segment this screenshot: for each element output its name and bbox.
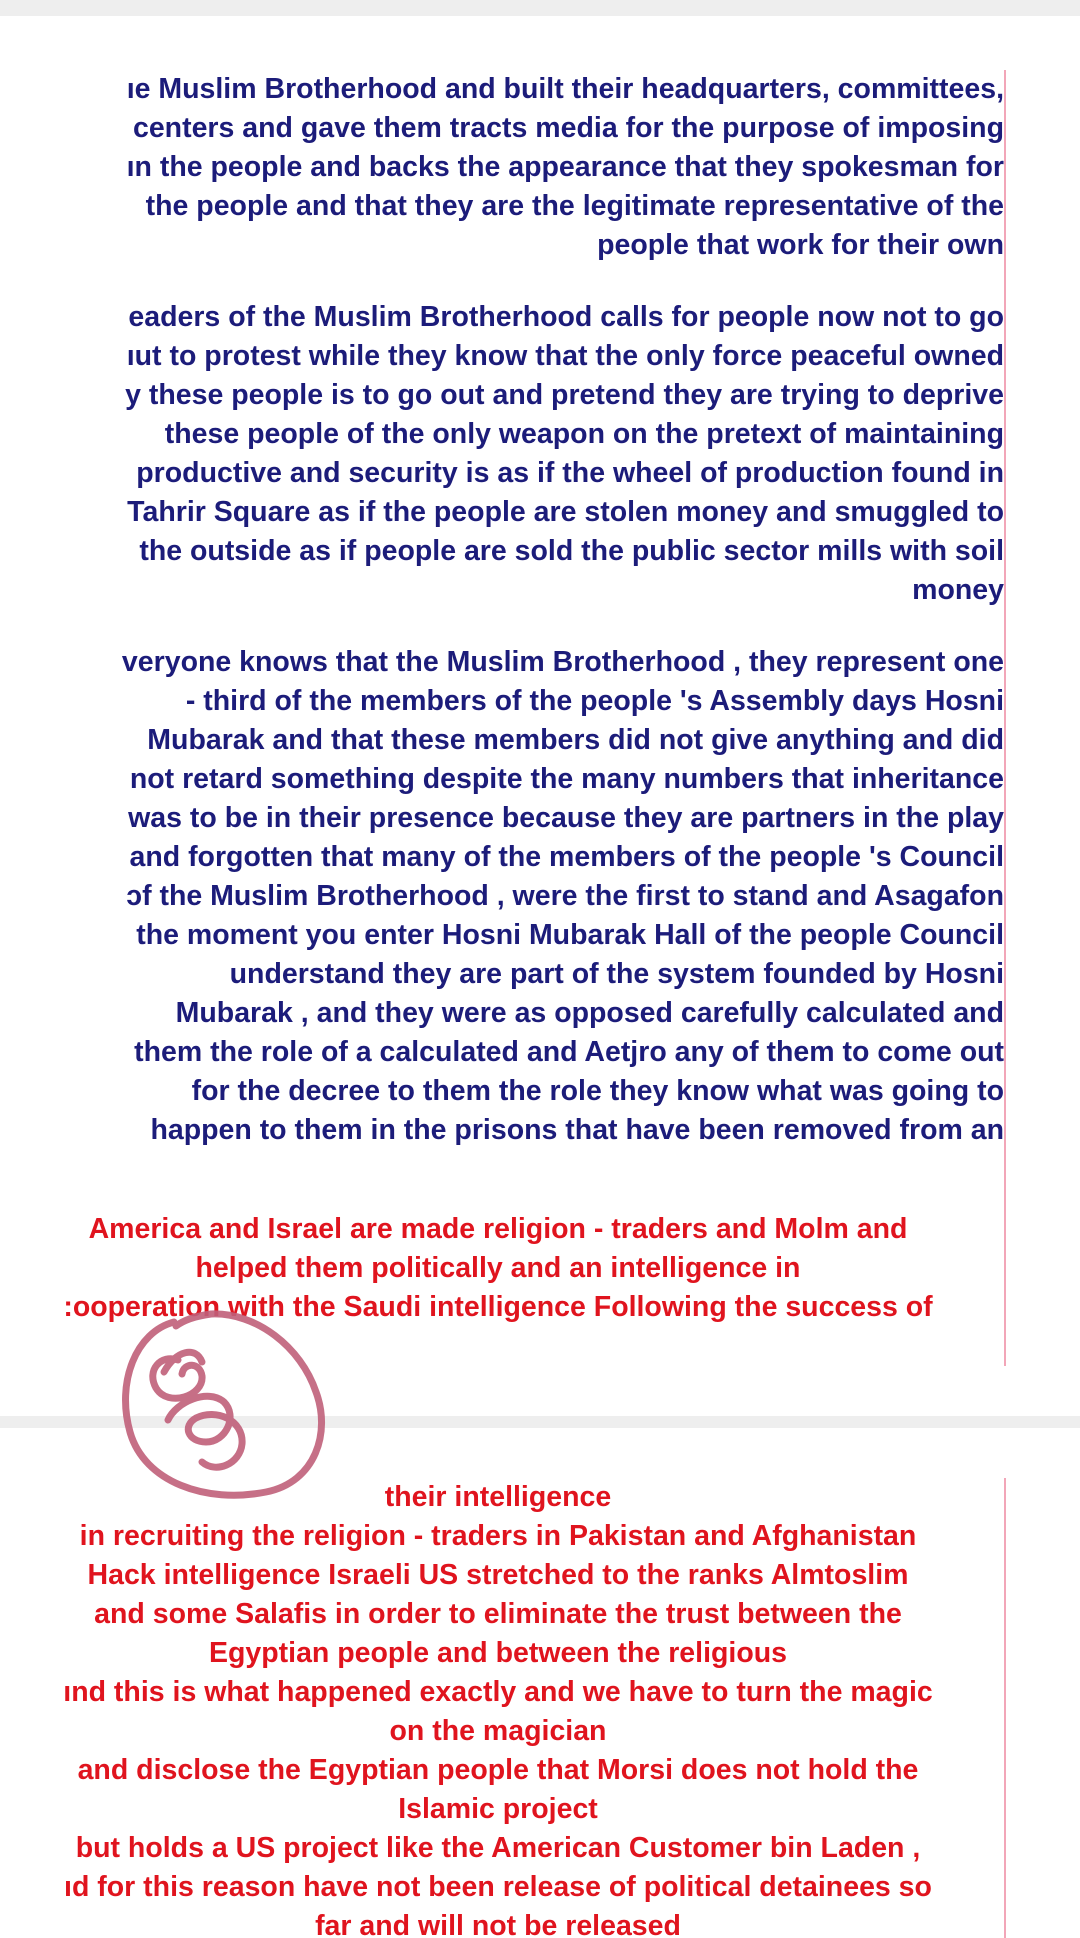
- red-paragraph-1: [0, 1210, 1004, 1327]
- top-separator: [0, 0, 1080, 16]
- text-line: ıut to protest while they know that the only force peaceful owned: [126, 340, 1004, 372]
- text-line: happen to them in the prisons that have been removed from an: [150, 1114, 1004, 1146]
- paragraph-1: [0, 70, 1004, 265]
- red-text-line: Hack intelligence Israeli US stretched to the ranks Almtoslim: [87, 1559, 909, 1591]
- text-line: productive and security is as if the wheel of production found in: [136, 457, 1004, 489]
- red-text-line: and some Salafis in order to eliminate the trust between the: [94, 1598, 902, 1630]
- text-line: them the role of a calculated and Aetjro any of them to come out: [134, 1036, 1004, 1068]
- text-line: the moment you enter Hosni Mubarak Hall of the people Council: [136, 919, 1004, 951]
- document-page-2: [0, 1478, 1006, 1938]
- text-line: and forgotten that many of the members of the people 's Council: [129, 841, 1004, 873]
- text-line: y these people is to go out and pretend they are trying to deprive: [125, 379, 1004, 411]
- text-line: Tahrir Square as if the people are stolen money and smuggled to: [127, 496, 1004, 528]
- red-text-line: in recruiting the religion - traders in Pakistan and Afghanistan: [79, 1520, 917, 1552]
- page-separator: [0, 1416, 1080, 1428]
- text-line: was to be in their presence because they are partners in the play: [128, 802, 1004, 834]
- red-text-line: far and will not be released: [315, 1910, 681, 1938]
- text-line: for the decree to them the role they know what was going to: [191, 1075, 1004, 1107]
- text-line: ɔf the Muslim Brotherhood , were the first to stand and Asagafon: [126, 880, 1004, 912]
- text-line: veryone knows that the Muslim Brotherhood , they represent one: [121, 646, 1004, 678]
- text-line: centers and gave them tracts media for the purpose of imposing: [132, 112, 1004, 144]
- red-text-line: ıd for this reason have not been release of political detainees so: [64, 1871, 932, 1903]
- red-text-line: helped them politically and an intelligence in: [195, 1252, 801, 1284]
- red-text-line: their intelligence: [384, 1481, 612, 1513]
- text-line: money: [912, 574, 1004, 606]
- text-line: eaders of the Muslim Brotherhood calls for people now not to go: [128, 301, 1004, 333]
- red-text-line: but holds a US project like the American Customer bin Laden ,: [75, 1832, 921, 1864]
- text-line: ıe Muslim Brotherhood and built their headquarters, committees,: [126, 73, 1004, 105]
- red-text-line: on the magician: [389, 1715, 607, 1747]
- text-line: people that work for their own: [597, 229, 1004, 261]
- text-line: understand they are part of the system founded by Hosni: [229, 958, 1004, 990]
- paragraph-3: [0, 643, 1004, 1150]
- text-line: these people of the only weapon on the pretext of maintaining: [164, 418, 1004, 450]
- text-line: the people and that they are the legitimate representative of the: [145, 190, 1004, 222]
- text-line: Mubarak , and they were as opposed carefully calculated and: [175, 997, 1004, 1029]
- text-line: Mubarak and that these members did not give anything and did: [147, 724, 1004, 756]
- text-line: not retard something despite the many numbers that inheritance: [129, 763, 1004, 795]
- text-line: - third of the members of the people 's Assembly days Hosni: [185, 685, 1004, 717]
- text-line: the outside as if people are sold the public sector mills with soil: [139, 535, 1004, 567]
- document-page-1: [0, 70, 1006, 1366]
- red-text-line: :ooperation with the Saudi intelligence Following the success of: [63, 1291, 933, 1323]
- red-text-line: America and Israel are made religion - traders and Molm and: [88, 1213, 908, 1245]
- red-text-line: Islamic project: [398, 1793, 598, 1825]
- text-line: ın the people and backs the appearance that they spokesman for: [126, 151, 1004, 183]
- paragraph-2: [0, 298, 1004, 610]
- red-text-line: Egyptian people and between the religious: [208, 1637, 787, 1669]
- red-text-line: ınd this is what happened exactly and we have to turn the magic: [63, 1676, 933, 1708]
- red-text-line: and disclose the Egyptian people that Morsi does not hold the: [77, 1754, 919, 1786]
- red-paragraph-2: [0, 1478, 1004, 1938]
